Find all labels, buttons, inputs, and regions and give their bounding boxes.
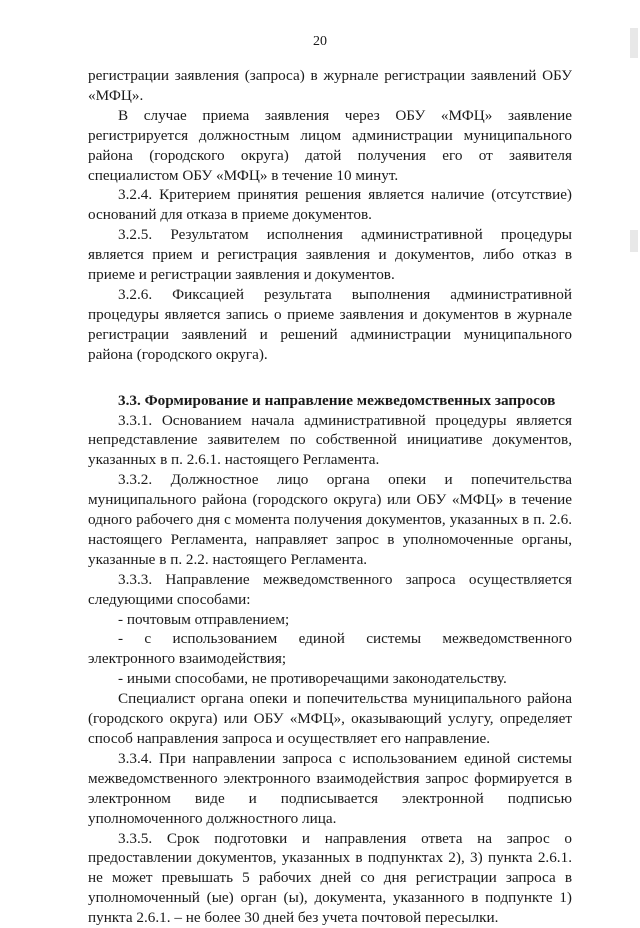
scan-edge-mark: [630, 230, 638, 252]
paragraph-3-3-1: 3.3.1. Основанием начала административной процедуры является непредставление заявителем по собственной инициативе документов, указанных в п. 2.6.1. настоящего Регламента.: [88, 411, 572, 469]
scan-edge-mark: [630, 28, 638, 58]
paragraph-registration: регистрации заявления (запроса) в журнале регистрации заявлений ОБУ «МФЦ».: [88, 67, 572, 104]
list-item-other: - иными способами, не противоречащими законодательству.: [118, 670, 507, 688]
paragraph-mfc-registration: В случае приема заявления через ОБУ «МФЦ» заявление регистрируется должностным лицом администрации муниципального района (городского округа) датой получения его от заявителя специалистом ОБУ «МФЦ» в течение 10 минут.: [88, 106, 572, 184]
paragraph-3-3-2: 3.3.2. Должностное лицо органа опеки и попечительства муниципального района (городского округа) или ОБУ «МФЦ» в течение одного рабочего дня с момента получения документов, указанных в п. 2.6. настоящего Регламента, направляет запрос в уполномоченные органы, указанные в п. 2.2. настоящего Регламента.: [88, 471, 572, 568]
page-number: 20: [313, 34, 327, 49]
paragraph-3-3-5: 3.3.5. Срок подготовки и направления ответа на запрос о предоставлении документов, указанных в подпунктах 2), 3) пункта 2.6.1. не может превышать 5 рабочих дней со дня регистрации запроса в уполномоченный (ые) орган (ы), документа, указанного в подпункте 1) пункта 2.6.1. – не более 30 дней без учета почтовой пересылки.: [88, 829, 572, 927]
paragraph-3-3-4: 3.3.4. При направлении запроса с использованием единой системы межведомственного электронного взаимодействия запрос формируется в электронном виде и подписывается электронной подписью уполномоченного должностного лица.: [88, 749, 572, 827]
paragraph-3-2-4: 3.2.4. Критерием принятия решения является наличие (отсутствие) оснований для отказа в приеме документов.: [88, 186, 572, 224]
paragraph-specialist: Специалист органа опеки и попечительства муниципального района (городского округа) или ОБУ «МФЦ», оказывающий услугу, определяет способ направления запроса и осуществляет его направление.: [88, 690, 572, 747]
paragraph-3-2-5: 3.2.5. Результатом исполнения административной процедуры является прием и регистрация заявления и документов, либо отказ в приеме и регистрации заявления и документов.: [88, 226, 572, 284]
section-heading-3-3: 3.3. Формирование и направление межведомственных запросов: [118, 391, 556, 409]
paragraph-3-2-6: 3.2.6. Фиксацией результата выполнения административной процедуры является запись о приеме заявления и документов в журнале регистрации заявлений и решений администрации муниципального района (городского округа).: [88, 285, 572, 363]
paragraph-3-3-3: 3.3.3. Направление межведомственного запроса осуществляется следующими способами:: [88, 570, 572, 608]
document-body: [88, 66, 572, 928]
list-item-electronic: - с использованием единой системы межведомственного электронного взаимодействия;: [88, 630, 572, 668]
list-item-mail: - почтовым отправлением;: [118, 610, 290, 628]
